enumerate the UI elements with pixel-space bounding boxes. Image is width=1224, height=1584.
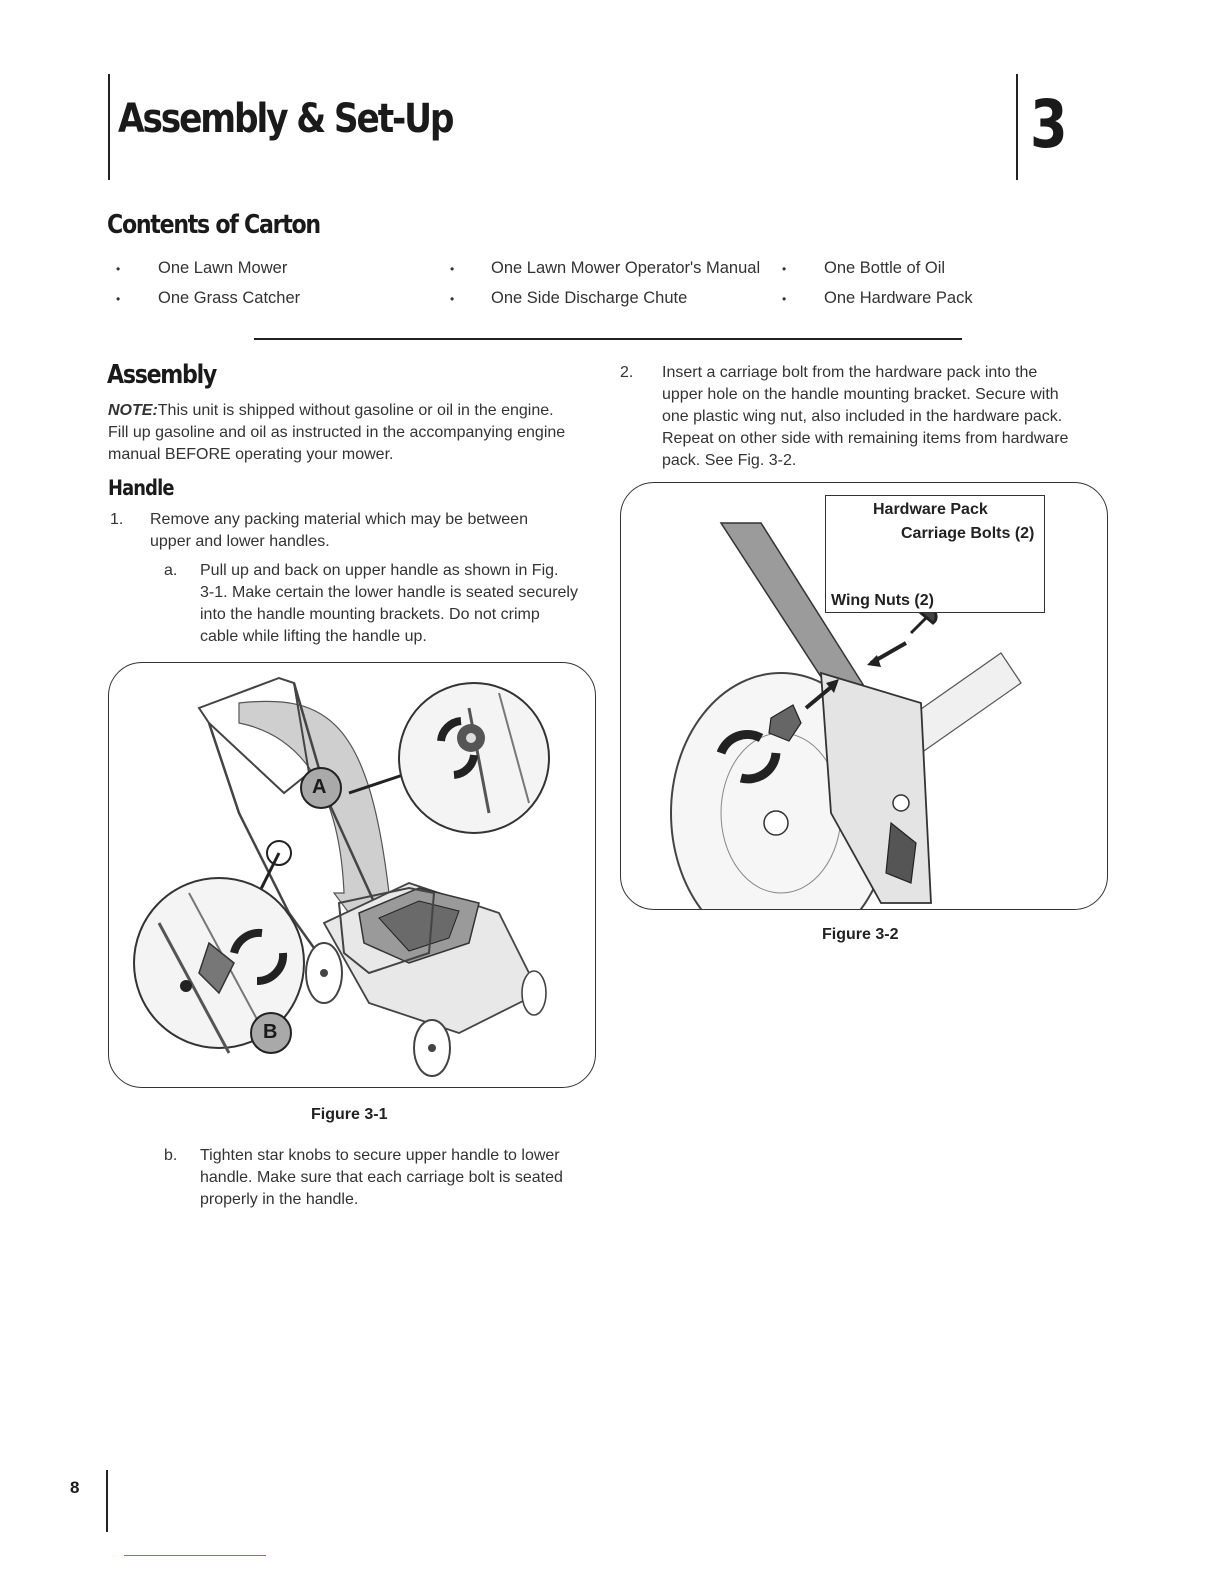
substep-letter: b. [164,1147,178,1164]
step-line: one plastic wing nut, also included in the hardware pack. [662,408,1063,425]
callout-b-label: B [263,1021,278,1043]
handle-title: Handle [108,476,174,500]
step-2-text [662,362,1112,472]
carton-item: One Lawn Mower [158,259,288,277]
chapter-number: 3 [1030,86,1068,163]
carriage-bolts-label: Carriage Bolts (2) [901,525,1035,542]
page-number: 8 [70,1478,80,1497]
step-line: cable while lifting the handle up. [200,628,427,645]
carton-item: One Lawn Mower Operator's Manual [491,259,761,277]
figure-3-2-caption: Figure 3-2 [822,926,899,943]
carton-item: One Side Discharge Chute [491,289,688,307]
step-line: Insert a carriage bolt from the hardware pack into the [662,364,1038,381]
callout-a-label: A [312,776,327,798]
contents-title: Contents of Carton [107,210,320,240]
chapter-title: Assembly & Set-Up [118,96,453,142]
bullet: • [450,262,455,276]
bullet: • [116,292,121,306]
step-line: properly in the handle. [200,1191,359,1208]
step-line: 3-1. Make certain the lower handle is seated securely [200,584,578,601]
step-line: Pull up and back on upper handle as shown in Fig. [200,562,559,579]
bullet: • [116,262,121,276]
assembly-title: Assembly [107,360,217,390]
mower-handle-illustration [109,663,595,1087]
step-line: into the handle mounting brackets. Do not crimp [200,606,540,623]
step-line: upper hole on the handle mounting bracket. Secure with [662,386,1059,403]
step-line: pack. See Fig. 3-2. [662,452,797,469]
footer-bar [106,1470,108,1532]
section-divider [254,338,962,340]
substep-letter: a. [164,562,178,579]
footer-link-underline[interactable] [124,1555,266,1556]
step-number: 1. [110,511,124,528]
step-1-text [150,509,600,553]
note-paragraph [108,400,608,466]
hardware-pack-title: Hardware Pack [873,501,988,518]
step-1a-text [200,560,600,648]
note-text: manual BEFORE operating your mower. [108,446,394,463]
bullet: • [782,262,787,276]
step-line: handle. Make sure that each carriage bolt is seated [200,1169,563,1186]
figure-3-2 [620,482,1108,910]
step-line: upper and lower handles. [150,533,330,550]
bullet: • [782,292,787,306]
header-left-bar [108,74,110,180]
wing-nuts-label: Wing Nuts (2) [831,592,934,609]
carton-item: One Bottle of Oil [824,259,946,277]
bullet: • [450,292,455,306]
carton-item: One Grass Catcher [158,289,301,307]
step-1b-text [200,1145,600,1211]
note-label: NOTE: [108,402,158,419]
header-right-bar [1016,74,1018,180]
step-line: Tighten star knobs to secure upper handle to lower [200,1147,560,1164]
figure-3-1-caption: Figure 3-1 [311,1106,388,1123]
carton-item: One Hardware Pack [824,289,973,307]
figure-3-1 [108,662,596,1088]
step-line: Remove any packing material which may be between [150,511,528,528]
step-number: 2. [620,364,634,381]
note-text: Fill up gasoline and oil as instructed in the accompanying engine [108,424,566,441]
step-line: Repeat on other side with remaining items from hardware [662,430,1069,447]
note-text: This unit is shipped without gasoline or oil in the engine. [157,402,554,419]
